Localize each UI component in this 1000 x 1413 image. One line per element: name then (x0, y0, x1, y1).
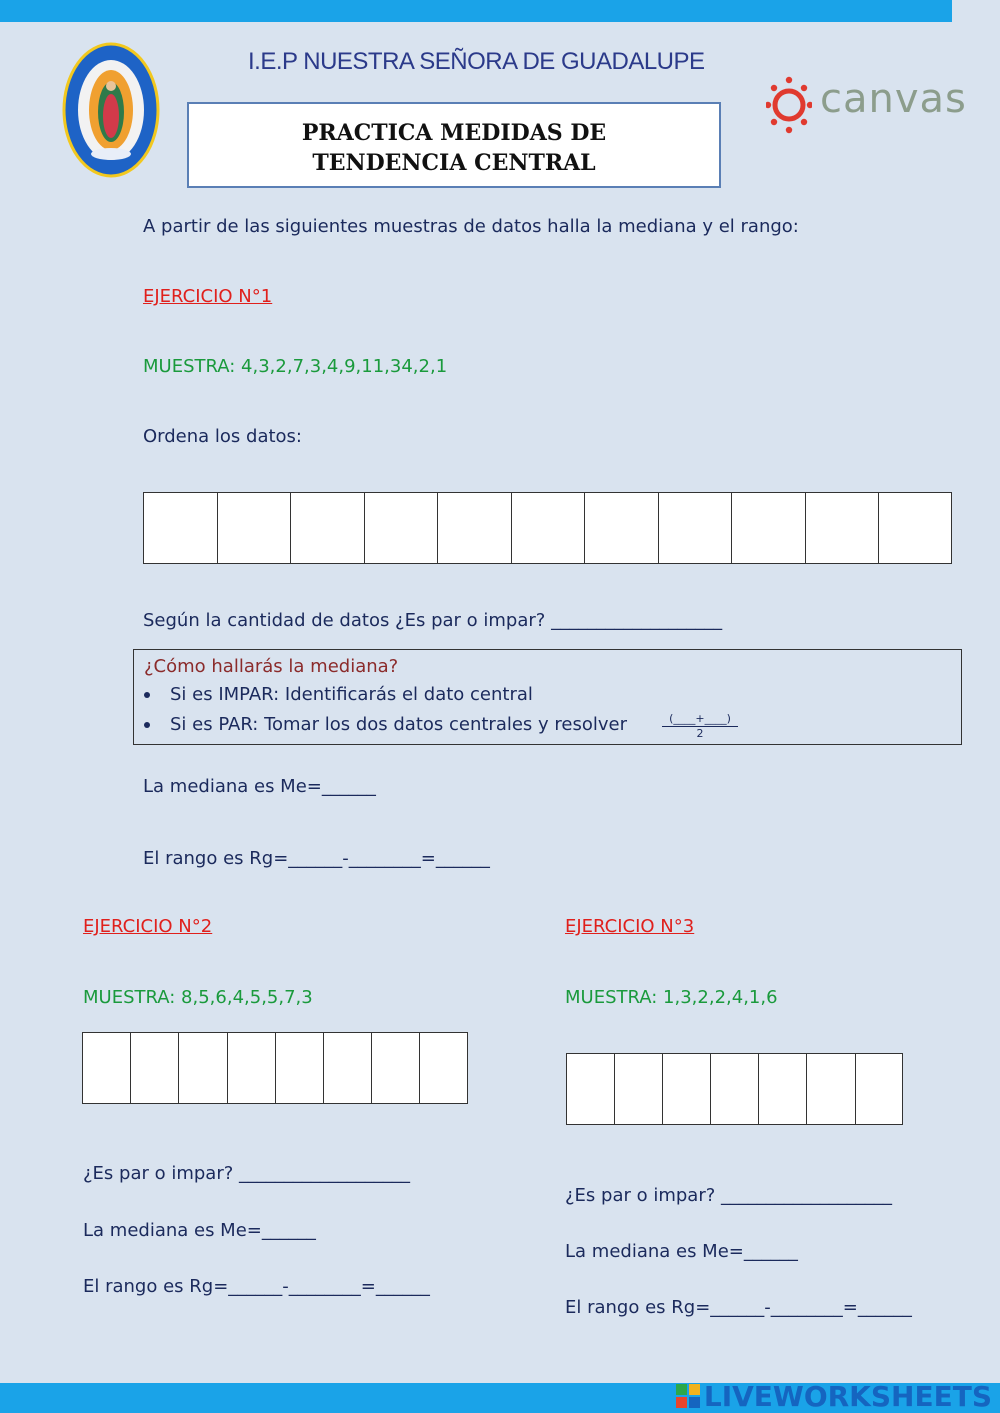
answer-cell[interactable] (228, 1033, 276, 1103)
canvas-logo (766, 70, 967, 140)
answer-cell[interactable] (663, 1054, 711, 1124)
exercise-3-median: La mediana es Me=______ (565, 1241, 798, 1262)
liveworksheets-watermark (704, 1380, 992, 1413)
answer-cell[interactable] (291, 493, 365, 563)
answer-cell[interactable] (585, 493, 659, 563)
answer-cell[interactable] (807, 1054, 855, 1124)
answer-cell[interactable] (759, 1054, 807, 1124)
median-info-odd: Si es IMPAR: Identificarás el dato central (144, 684, 533, 705)
exercise-2-answer-grid (82, 1032, 468, 1104)
fraction-denominator: 2 (696, 727, 704, 740)
exercise-3-parity-question: ¿Es par o impar? ___________________ (565, 1185, 893, 1206)
liveworksheets-badge-icon (676, 1384, 700, 1408)
answer-cell[interactable] (218, 493, 292, 563)
exercise-2-range: El rango es Rg=______-________=______ (83, 1276, 430, 1297)
exercise-1-range: El rango es Rg=______-________=______ (143, 848, 490, 869)
median-info-box (133, 649, 962, 745)
median-info-even: Si es PAR: Tomar los dos datos centrales y resolver (144, 714, 627, 735)
exercise-1-title: EJERCICIO N°1 (143, 286, 273, 307)
title-line-2: TENDENCIA CENTRAL (312, 150, 596, 176)
exercise-2-sample: MUESTRA: 8,5,6,4,5,5,7,3 (83, 987, 313, 1008)
watermark-text: LIVEWORKSHEETS (703, 1380, 992, 1413)
answer-cell[interactable] (512, 493, 586, 563)
exercise-1-median: La mediana es Me=______ (143, 776, 376, 797)
answer-cell[interactable] (276, 1033, 324, 1103)
bullet-icon (144, 692, 150, 698)
worksheet-title (189, 118, 719, 178)
school-name: I.E.P NUESTRA SEÑORA DE GUADALUPE (248, 48, 705, 75)
answer-cell[interactable] (615, 1054, 663, 1124)
median-info-question: ¿Cómo hallarás la mediana? (144, 656, 399, 677)
exercise-2-parity-question: ¿Es par o impar? ___________________ (83, 1163, 411, 1184)
answer-cell[interactable] (144, 493, 218, 563)
answer-cell[interactable] (420, 1033, 467, 1103)
answer-cell[interactable] (83, 1033, 131, 1103)
exercise-3-answer-grid (566, 1053, 903, 1125)
exercise-1-answer-grid (143, 492, 952, 564)
answer-cell[interactable] (732, 493, 806, 563)
exercise-2-median: La mediana es Me=______ (83, 1220, 316, 1241)
answer-cell[interactable] (567, 1054, 615, 1124)
exercise-3-sample: MUESTRA: 1,3,2,2,4,1,6 (565, 987, 778, 1008)
title-line-1: PRACTICA MEDIDAS DE (301, 120, 607, 146)
canvas-wordmark: canvas (820, 76, 967, 122)
instructions: A partir de las siguientes muestras de datos halla la mediana y el rango: (143, 216, 799, 237)
answer-cell[interactable] (806, 493, 880, 563)
fraction-numerator: (____+____) (662, 712, 738, 727)
exercise-3-range: El rango es Rg=______-________=______ (565, 1297, 912, 1318)
exercise-2-title: EJERCICIO N°2 (83, 916, 213, 937)
worksheet-title-box (187, 102, 721, 188)
answer-cell[interactable] (879, 493, 951, 563)
top-accent-bar (0, 0, 952, 22)
median-fraction (662, 712, 738, 740)
answer-cell[interactable] (372, 1033, 420, 1103)
bullet-icon (144, 722, 150, 728)
exercise-1-parity-question: Según la cantidad de datos ¿Es par o impar? ___________________ (143, 610, 723, 631)
answer-cell[interactable] (365, 493, 439, 563)
exercise-1-sample: MUESTRA: 4,3,2,7,3,4,9,11,34,2,1 (143, 356, 448, 377)
answer-cell[interactable] (711, 1054, 759, 1124)
answer-cell[interactable] (856, 1054, 902, 1124)
answer-cell[interactable] (179, 1033, 227, 1103)
exercise-1-order-label: Ordena los datos: (143, 426, 302, 447)
exercise-3-title: EJERCICIO N°3 (565, 916, 695, 937)
answer-cell[interactable] (324, 1033, 372, 1103)
answer-cell[interactable] (659, 493, 733, 563)
school-seal-logo (62, 42, 160, 178)
answer-cell[interactable] (131, 1033, 179, 1103)
answer-cell[interactable] (438, 493, 512, 563)
canvas-ring-icon (766, 72, 812, 138)
